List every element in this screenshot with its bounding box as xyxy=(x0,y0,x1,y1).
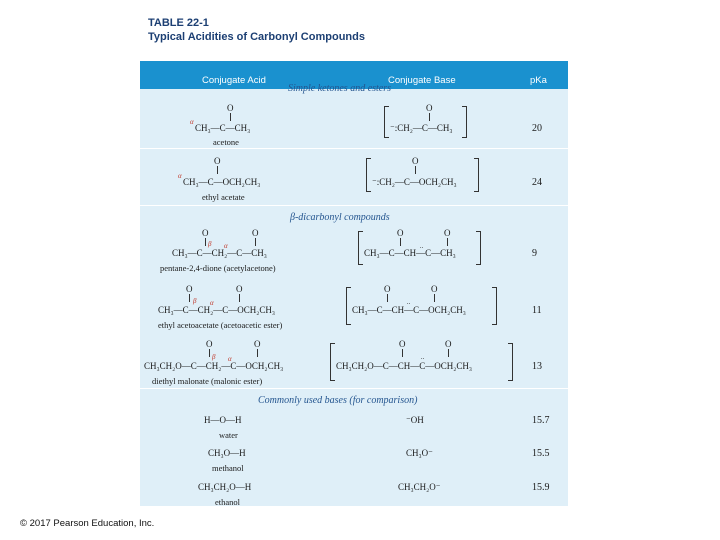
carbonyl-double-bond xyxy=(189,294,191,302)
acid-name-acetylacetone: pentane-2,4-dione (acetylacetone) xyxy=(160,263,276,273)
acid-structure-ethyl-acetoacetate: CH₃—C—CH₂—C—OCH₂CH₃ xyxy=(158,305,276,315)
base-structure-malonate-enolate: CH₃CH₂O—C—CH—C—OCH₂CH₃ xyxy=(336,361,473,371)
bracket-right xyxy=(474,158,479,192)
acid-name-acetone: acetone xyxy=(213,137,239,147)
base-structure-hydroxide: ⁻OH xyxy=(406,415,424,425)
acid-structure-methanol: CH₃O—H xyxy=(208,448,246,458)
carbonyl-double-bond xyxy=(402,349,404,357)
alpha-marker: α xyxy=(178,172,182,180)
table-header xyxy=(140,12,568,61)
acid-structure-ethyl-acetate: CH₃—C—OCH₂CH₃ xyxy=(183,177,261,187)
bracket-right xyxy=(462,106,467,138)
base-structure-acetoacetate-enolate: CH₃—C—CH—C—OCH₂CH₃ xyxy=(352,305,466,315)
base-carbonyl-oxygen: O xyxy=(397,228,404,238)
alpha-marker: α xyxy=(224,242,228,250)
carbonyl-double-bond xyxy=(205,238,207,246)
section-simple-ketones-esters: Simple ketones and esters xyxy=(288,83,392,94)
row-divider xyxy=(140,148,568,149)
section-common-bases: Commonly used bases (for comparison) xyxy=(258,395,418,406)
acid-name-ethyl-acetate: ethyl acetate xyxy=(202,192,245,202)
acidity-table xyxy=(140,12,568,506)
carbonyl-double-bond xyxy=(429,113,431,121)
carbonyl-double-bond xyxy=(239,294,241,302)
acid-name-diethyl-malonate: diethyl malonate (malonic ester) xyxy=(152,376,263,386)
acid-carbonyl-oxygen: O xyxy=(214,156,221,166)
pka-methanol: 15.5 xyxy=(532,448,550,459)
base-structure-acetone-enolate: ⁻:CH₂—C—CH₃ xyxy=(390,123,453,133)
base-carbonyl-oxygen: O xyxy=(445,339,452,349)
pka-acetylacetone: 9 xyxy=(532,248,537,259)
alpha-marker: α xyxy=(190,118,194,126)
base-carbonyl-oxygen: O xyxy=(431,284,438,294)
alpha-marker: α xyxy=(228,355,232,363)
base-carbonyl-oxygen: O xyxy=(444,228,451,238)
lone-pair: .. xyxy=(420,242,424,250)
bracket-left xyxy=(330,343,335,381)
acid-structure-water: H—O—H xyxy=(204,415,242,425)
bracket-right xyxy=(492,287,497,325)
carbonyl-double-bond xyxy=(448,349,450,357)
acid-carbonyl-oxygen: O xyxy=(206,339,213,349)
carbonyl-double-bond xyxy=(415,166,417,174)
carbonyl-double-bond xyxy=(400,238,402,246)
beta-marker: β xyxy=(193,297,197,305)
column-conjugate-base: Conjugate Base xyxy=(388,75,456,86)
carbonyl-double-bond xyxy=(447,238,449,246)
carbonyl-double-bond xyxy=(217,166,219,174)
base-carbonyl-oxygen: O xyxy=(426,103,433,113)
pka-diethyl-malonate: 13 xyxy=(532,361,542,372)
beta-marker: β xyxy=(212,353,216,361)
copyright-notice: © 2017 Pearson Education, Inc. xyxy=(20,518,155,529)
column-conjugate-acid: Conjugate Acid xyxy=(202,75,266,86)
base-structure-methoxide: CH₃O⁻ xyxy=(406,448,433,458)
acid-structure-ethanol: CH₃CH₂O—H xyxy=(198,482,252,492)
acid-carbonyl-oxygen: O xyxy=(186,284,193,294)
acid-carbonyl-oxygen: O xyxy=(252,228,259,238)
base-structure-ethyl-acetate-enolate: ⁻:CH₂—C—OCH₂CH₃ xyxy=(372,177,457,187)
pka-water: 15.7 xyxy=(532,415,550,426)
base-structure-ethoxide: CH₃CH₂O⁻ xyxy=(398,482,441,492)
column-pka: pKa xyxy=(530,75,547,86)
carbonyl-double-bond xyxy=(387,294,389,302)
lone-pair: .. xyxy=(407,298,411,306)
beta-marker: β xyxy=(208,240,212,248)
bracket-right xyxy=(476,231,481,265)
acid-name-water: water xyxy=(219,430,238,440)
acid-carbonyl-oxygen: O xyxy=(236,284,243,294)
acid-carbonyl-oxygen: O xyxy=(254,339,261,349)
pka-ethyl-acetoacetate: 11 xyxy=(532,305,542,316)
acid-structure-acetone: CH₃—C—CH₃ xyxy=(195,123,251,133)
pka-acetone: 20 xyxy=(532,123,542,134)
acid-name-methanol: methanol xyxy=(212,463,244,473)
bracket-left xyxy=(346,287,351,325)
carbonyl-double-bond xyxy=(434,294,436,302)
table-number: TABLE 22-1 xyxy=(148,17,209,29)
section-beta-dicarbonyl: β-dicarbonyl compounds xyxy=(290,212,390,223)
base-structure-acetylacetonate: CH₃—C—CH—C—CH₃ xyxy=(364,248,456,258)
carbonyl-double-bond xyxy=(255,238,257,246)
bracket-left xyxy=(384,106,389,138)
base-carbonyl-oxygen: O xyxy=(384,284,391,294)
carbonyl-double-bond xyxy=(257,349,259,357)
row-divider xyxy=(140,205,568,206)
table-title: Typical Acidities of Carbonyl Compounds xyxy=(148,31,365,43)
acid-carbonyl-oxygen: O xyxy=(202,228,209,238)
bracket-left xyxy=(366,158,371,192)
base-carbonyl-oxygen: O xyxy=(399,339,406,349)
lone-pair: .. xyxy=(421,353,425,361)
carbonyl-double-bond xyxy=(209,349,211,357)
acid-name-ethanol: ethanol xyxy=(215,497,241,507)
acid-name-ethyl-acetoacetate: ethyl acetoacetate (acetoacetic ester) xyxy=(158,320,283,330)
carbonyl-double-bond xyxy=(230,113,232,121)
acid-carbonyl-oxygen: O xyxy=(227,103,234,113)
acid-structure-diethyl-malonate: CH₃CH₂O—C—CH₂—C—OCH₂CH₃ xyxy=(144,361,284,371)
alpha-marker: α xyxy=(210,299,214,307)
pka-ethanol: 15.9 xyxy=(532,482,550,493)
bracket-left xyxy=(358,231,363,265)
base-carbonyl-oxygen: O xyxy=(412,156,419,166)
acid-structure-acetylacetone: CH₃—C—CH₂—C—CH₃ xyxy=(172,248,267,258)
bracket-right xyxy=(508,343,513,381)
pka-ethyl-acetate: 24 xyxy=(532,177,542,188)
row-divider xyxy=(140,388,568,389)
